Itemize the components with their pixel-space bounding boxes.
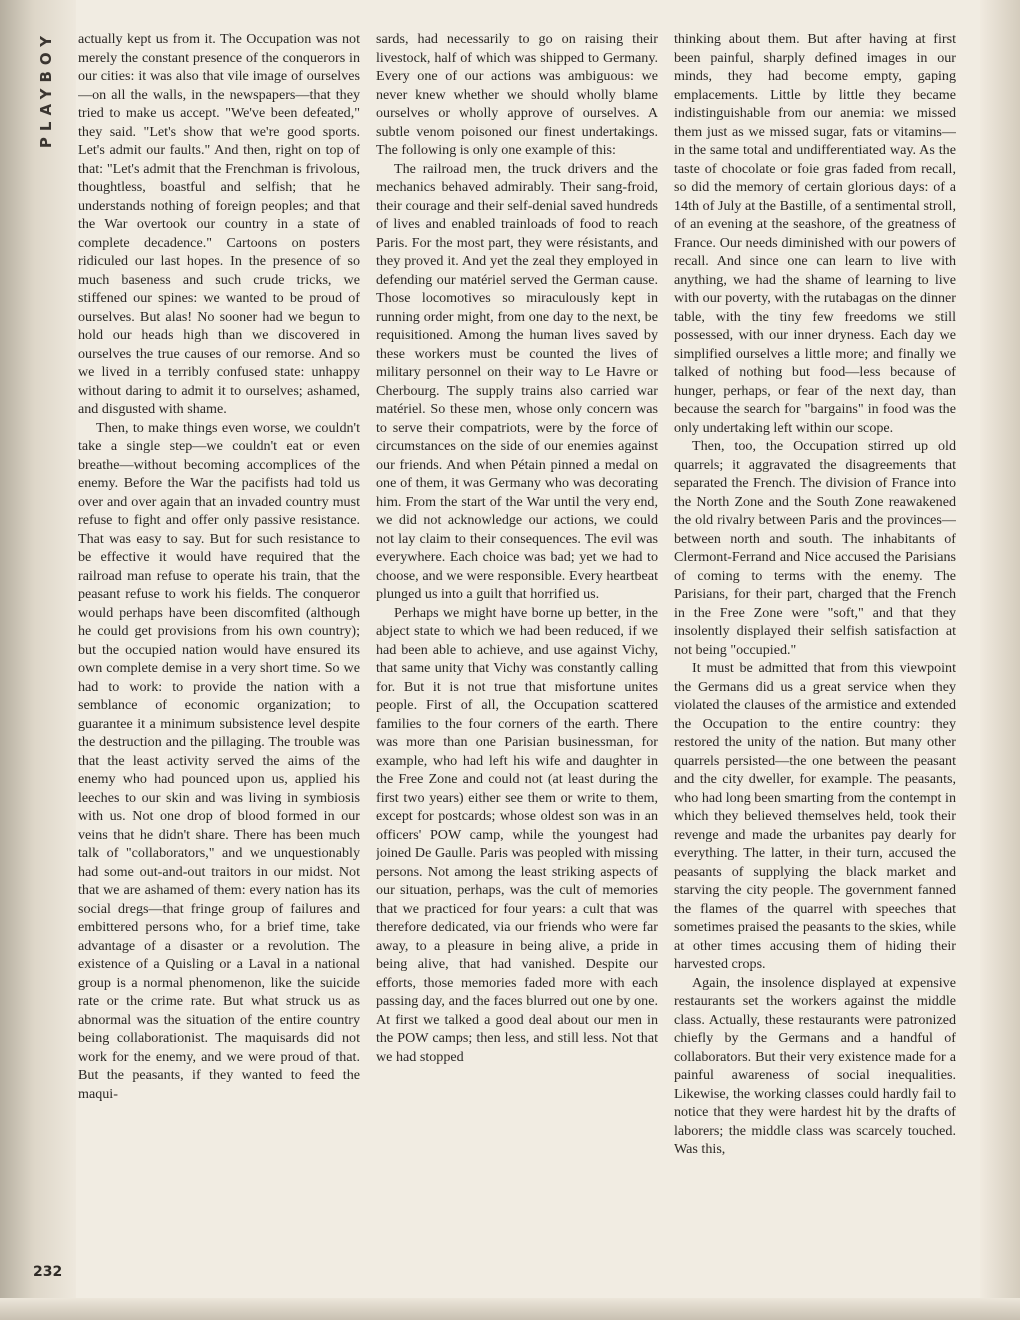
paragraph: actually kept us from it. The Occupation was not merely the constant presence of the conquerors in our cities: it was also that vile image of ourselves—on all the walls, in the newspapers—that they tried to make us accept. "We've been defeated," they said. "Let's show that we're good sports. Let's admit our faults." And then, right on top of that: "Let's admit that the Frenchman is frivolous, thoughtless, boastful and selfish; that he understands nothing of foreign peoples; and that the War overtook our country in a state of complete decadence." Cartoons on posters ridiculed our last hopes. In the presence of so much baseness and such crude tricks, we stiffened our spines: we wanted to be proud of ourselves. But alas! No sooner had we begun to hold our heads high than we discovered in ourselves the true causes of our remorse. And so we lived in a terribly confused state: unhappy without daring to admit it to ourselves; ashamed, and disgusted with shame. — [78, 31, 360, 417]
article-columns — [78, 30, 956, 1285]
page-number: 232 — [33, 1264, 63, 1280]
paragraph: Then, to make things even worse, we couldn't take a single step—we couldn't eat or even breathe—without becoming accomplices of the enemy. Before the War the pacifists had told us over and over again that an invaded country must refuse to fight and offer only passive resistance. That was easy to say. But for such resistance to be effective it would have required that the railroad man refuse to operate his train, that the peasant refuse to work his fields. The conqueror would perhaps have been discomfited (although he could get provisions from his own country); but the occupied nation would have ensured its own complete demise in a very short time. So we had to work: to provide the nation with a semblance of economic organization; to guarantee it a minimum subsistence level despite the destruction and the pillaging. The trouble was that the least activity served the aims of the enemy who had pounced upon us, applied his leeches to our skin and was living in symbiosis with us. Not one drop of blood formed in our veins that he didn't share. There has been much talk of "collaborators," and we unquestionably had some out-and-out traitors in our midst. Not that we are ashamed of them: every nation has its social dregs—that fringe group of failures and embittered persons who, for a brief time, take advantage of a disaster or a revolution. The existence of a Quisling or a Laval in a national group is a normal phenomenon, like the suicide rate or the crime rate. But what struck us as abnormal was the situation of the entire country being collaborationist. The maquisards did not work for the enemy, and we were proud of that. But the peasants, if they wanted to feed the maqui- — [78, 419, 360, 1102]
page-gutter — [0, 0, 76, 1320]
paragraph: Then, too, the Occupation stirred up old quarrels; it aggravated the disagreements that separated the French. The division of France into the North Zone and the South Zone reawakened the old rivalry between Paris and the provinces—between north and south. The inhabitants of Clermont-Ferrand and Nice accused the Parisians of coming to terms with the enemy. The Parisians, for their part, charged that the French in the Free Zone were "soft," and that they insolently displayed their selfish satisfaction at not being "occupied." — [674, 438, 956, 658]
text-column-2 — [376, 30, 658, 1285]
page-edge — [980, 0, 1020, 1320]
page-bottom-edge — [0, 1298, 1020, 1320]
text-column-3 — [674, 30, 956, 1285]
paragraph: thinking about them. But after having at first been painful, sharply defined images in our minds, they had become empty, gaping emplacements. Little by little they became indistinguishable from our anemia: we missed them just as we missed sugar, fats or vitamins—in the same total and undifferentiated way. As the taste of chocolate or foie gras faded from recall, so did the memory of certain glorious days: of a 14th of July at the Bastille, of a sentimental stroll, of an evening at the seashore, of the greatness of France. Our needs diminished with our powers of recall. And since one can learn to live with anything, we had the shame of learning to live with our poverty, with the rutabagas on the dinner table, with the tiny few freedoms we still possessed, with our inner dryness. Each day we simplified ourselves a little more; and finally we talked of nothing but food—less because of hunger, perhaps, or fear of the next day, than because the search for "bargains" in food was the only undertaking left within our scope. — [674, 31, 956, 436]
paragraph: It must be admitted that from this viewpoint the Germans did us a great service when they violated the clauses of the armistice and extended the Occupation to the entire country: they restored the unity of the nation. But many other quarrels persisted—the one between the peasant and the city dweller, for example. The peasants, who had long been smarting from the contempt in which they believed themselves held, took their revenge and made the urbanites pay dearly for everything. The latter, in their turn, accused the peasants of supplying the black market and starving the city people. The government fanned the flames of the quarrel with speeches that sometimes praised the peasants to the skies, while at other times accusing them of hiding their harvested crops. — [674, 660, 956, 972]
paragraph: Again, the insolence displayed at expensive restaurants set the workers against the middle class. Actually, these restaurants were patronized chiefly by the Germans and a handful of collaborators. But their very existence made for a painful awareness of social inequalities. Likewise, the working classes could hardly fail to notice that they were hardest hit by the drafts of laborers; the middle class was scarcely touched. Was this, — [674, 974, 956, 1157]
magazine-brand: PLAYBOY — [37, 30, 55, 149]
text-column-1 — [78, 30, 360, 1285]
paragraph: sards, had necessarily to go on raising their livestock, half of which was shipped to Germany. Every one of our actions was ambiguous: we never knew whether we should wholly blame ourselves or wholly approve of ourselves. A subtle venom poisoned our finest undertakings. The following is only one example of this: — [376, 31, 658, 158]
paragraph: Perhaps we might have borne up better, in the abject state to which we had been reduced, if we had been able to achieve, and use against Vichy, that same unity that Vichy was constantly calling for. But it is not true that misfortune unites people. First of all, the Occupation scattered families to the four corners of the earth. There was more than one Parisian businessman, for example, who had left his wife and daughter in the Free Zone and could not (at least during the first two years) either see them or write to them, except for postcards; whose oldest son was in an officers' POW camp, while the youngest had joined De Gaulle. Paris was peopled with missing persons. Not among the least striking aspects of our situation, perhaps, was the cult of memories that we practiced for four years: a cult that was therefore dedicated, via our friends who were far away, to a pleasure in being alive, a pride in being alive, that had vanished. Despite our efforts, those memories faded more with each passing day, and the faces blurred out one by one. At first we talked a good deal about our men in the POW camps; then less, and still less. Not that we had stopped — [376, 604, 658, 1065]
paragraph: The railroad men, the truck drivers and the mechanics behaved admirably. Their sang-froid, their courage and their self-denial saved hundreds of lives and enabled trainloads of food to reach Paris. For the most part, they were résistants, and they proved it. And yet the zeal they employed in defending our matériel served the German cause. Those locomotives so miraculously kept in running order might, from one day to the next, be requisitioned. Among the human lives saved by these workers must be counted the lives of military personnel on their way to Le Havre or Cherbourg. The supply trains also carried war matériel. So these men, whose only concern was to serve their compatriots, were by the force of circumstances on the side of our enemies against our friends. And when Pétain pinned a medal on one of them, it was Germany who was decorating him. From the start of the War until the very end, we did not acknowledge our actions, we could not lay claim to their consequences. The evil was everywhere. Each choice was bad; yet we had to choose, and we were responsible. Every heartbeat plunged us into a guilt that horrified us. — [376, 160, 658, 602]
